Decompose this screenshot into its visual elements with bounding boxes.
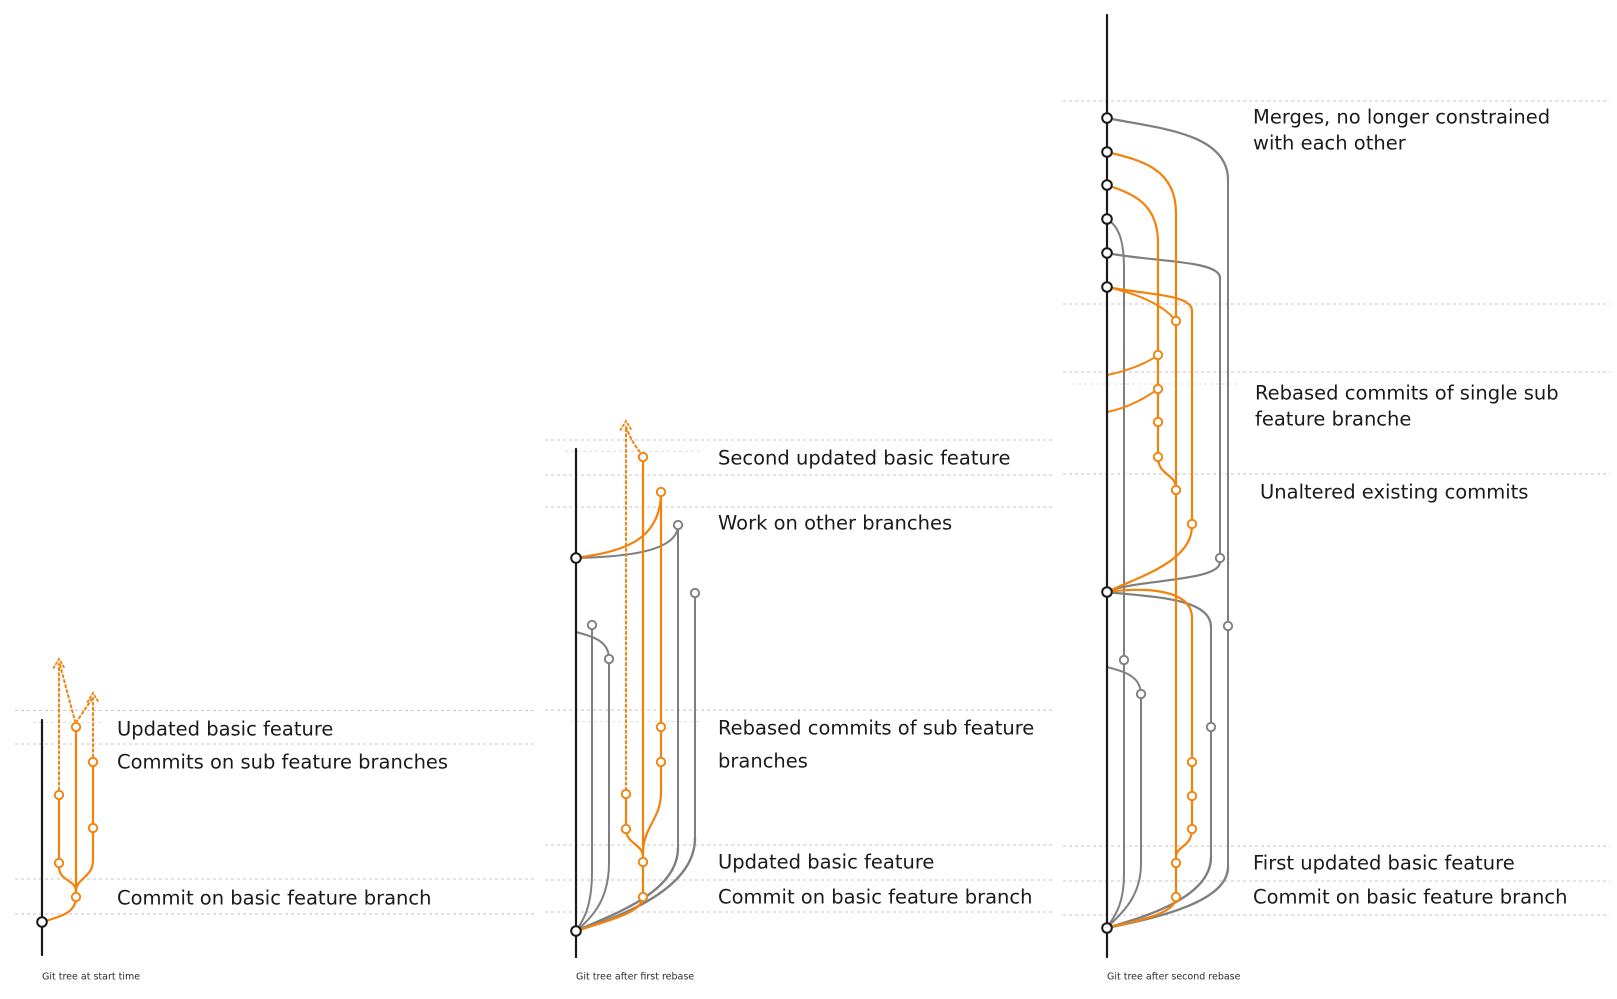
commit-node bbox=[1102, 113, 1112, 123]
commit-node bbox=[1224, 622, 1232, 630]
commit-node bbox=[89, 758, 97, 766]
commit-node bbox=[72, 723, 80, 731]
commit-node bbox=[1216, 554, 1224, 562]
commit-node bbox=[1154, 453, 1162, 461]
branch-edge bbox=[1107, 185, 1158, 243]
commit-node bbox=[657, 723, 665, 731]
commit-node bbox=[1102, 282, 1112, 292]
commit-node bbox=[588, 621, 596, 629]
annotation-label: Updated basic feature bbox=[117, 717, 334, 741]
commit-node bbox=[72, 893, 80, 901]
commit-node bbox=[1172, 859, 1180, 867]
panel-first-rebase bbox=[545, 421, 1055, 983]
annotation-label: Second updated basic feature bbox=[718, 446, 1011, 470]
commit-node bbox=[657, 758, 665, 766]
annotation-label: Work on other branches bbox=[718, 511, 953, 535]
commit-node bbox=[571, 926, 581, 936]
annotation-label: Rebased commits of sub feature bbox=[718, 716, 1035, 740]
branch-edge bbox=[1107, 355, 1158, 375]
annotation-label: Merges, no longer constrained bbox=[1253, 105, 1551, 129]
commit-node bbox=[639, 453, 647, 461]
annotation-label: Commits on sub feature branches bbox=[117, 750, 449, 774]
annotation-label: Rebased commits of single sub bbox=[1255, 381, 1559, 405]
commit-node bbox=[1172, 893, 1180, 901]
annotation-label: First updated basic feature bbox=[1253, 851, 1515, 875]
annotation-label: branches bbox=[718, 749, 808, 773]
annotation-label: Commit on basic feature branch bbox=[718, 885, 1033, 909]
panel-caption: Git tree after first rebase bbox=[576, 971, 695, 983]
branch-edge bbox=[1107, 389, 1158, 412]
commit-node bbox=[1137, 690, 1145, 698]
commit-node bbox=[605, 655, 613, 663]
commit-node bbox=[1102, 587, 1112, 597]
commit-node bbox=[1188, 825, 1196, 833]
branch-edge bbox=[576, 492, 661, 558]
annotation-label: Commit on basic feature branch bbox=[117, 886, 432, 910]
commit-node bbox=[691, 589, 699, 597]
commit-node bbox=[1188, 792, 1196, 800]
annotation-label: Updated basic feature bbox=[718, 850, 935, 874]
commit-node bbox=[1120, 656, 1128, 664]
commit-node bbox=[1207, 723, 1215, 731]
branch-edge bbox=[1107, 152, 1176, 213]
commit-node bbox=[1102, 214, 1112, 224]
branch-edge bbox=[626, 427, 643, 455]
branch-edge bbox=[1107, 118, 1228, 180]
commit-node bbox=[1188, 758, 1196, 766]
commit-node bbox=[1102, 923, 1112, 933]
annotation-label: Commit on basic feature branch bbox=[1253, 885, 1568, 909]
annotation-label: Unaltered existing commits bbox=[1260, 480, 1529, 504]
commit-node bbox=[37, 917, 47, 927]
branch-edge bbox=[59, 795, 76, 891]
commit-node bbox=[1154, 385, 1162, 393]
annotation-label: feature branche bbox=[1255, 407, 1412, 431]
commit-node bbox=[55, 859, 63, 867]
branch-edge bbox=[60, 665, 75, 721]
commit-node bbox=[571, 553, 581, 563]
commit-node bbox=[674, 521, 682, 529]
commit-node bbox=[1154, 418, 1162, 426]
commit-node bbox=[657, 488, 665, 496]
branch-edge bbox=[1107, 219, 1124, 270]
commit-node bbox=[1102, 147, 1112, 157]
panel-second-rebase bbox=[1063, 15, 1610, 983]
commit-node bbox=[89, 824, 97, 832]
branch-edge bbox=[576, 872, 592, 931]
panel-start bbox=[15, 659, 535, 983]
commit-node bbox=[1172, 317, 1180, 325]
branch-edge bbox=[1107, 867, 1228, 928]
commit-node bbox=[639, 893, 647, 901]
commit-node bbox=[1154, 351, 1162, 359]
branch-edge bbox=[643, 792, 661, 854]
commit-node bbox=[1102, 180, 1112, 190]
branch-edge bbox=[1107, 592, 1211, 627]
commit-node bbox=[1102, 248, 1112, 258]
commit-node bbox=[622, 825, 630, 833]
branch-edge bbox=[42, 897, 76, 922]
annotation-label: with each other bbox=[1253, 131, 1406, 155]
panel-caption: Git tree at start time bbox=[42, 971, 141, 983]
panel-caption: Git tree after second rebase bbox=[1107, 971, 1241, 983]
commit-node bbox=[1172, 486, 1180, 494]
commit-node bbox=[55, 791, 63, 799]
commit-node bbox=[639, 858, 647, 866]
commit-node bbox=[622, 790, 630, 798]
commit-node bbox=[1188, 520, 1196, 528]
branch-edge bbox=[1158, 457, 1176, 489]
